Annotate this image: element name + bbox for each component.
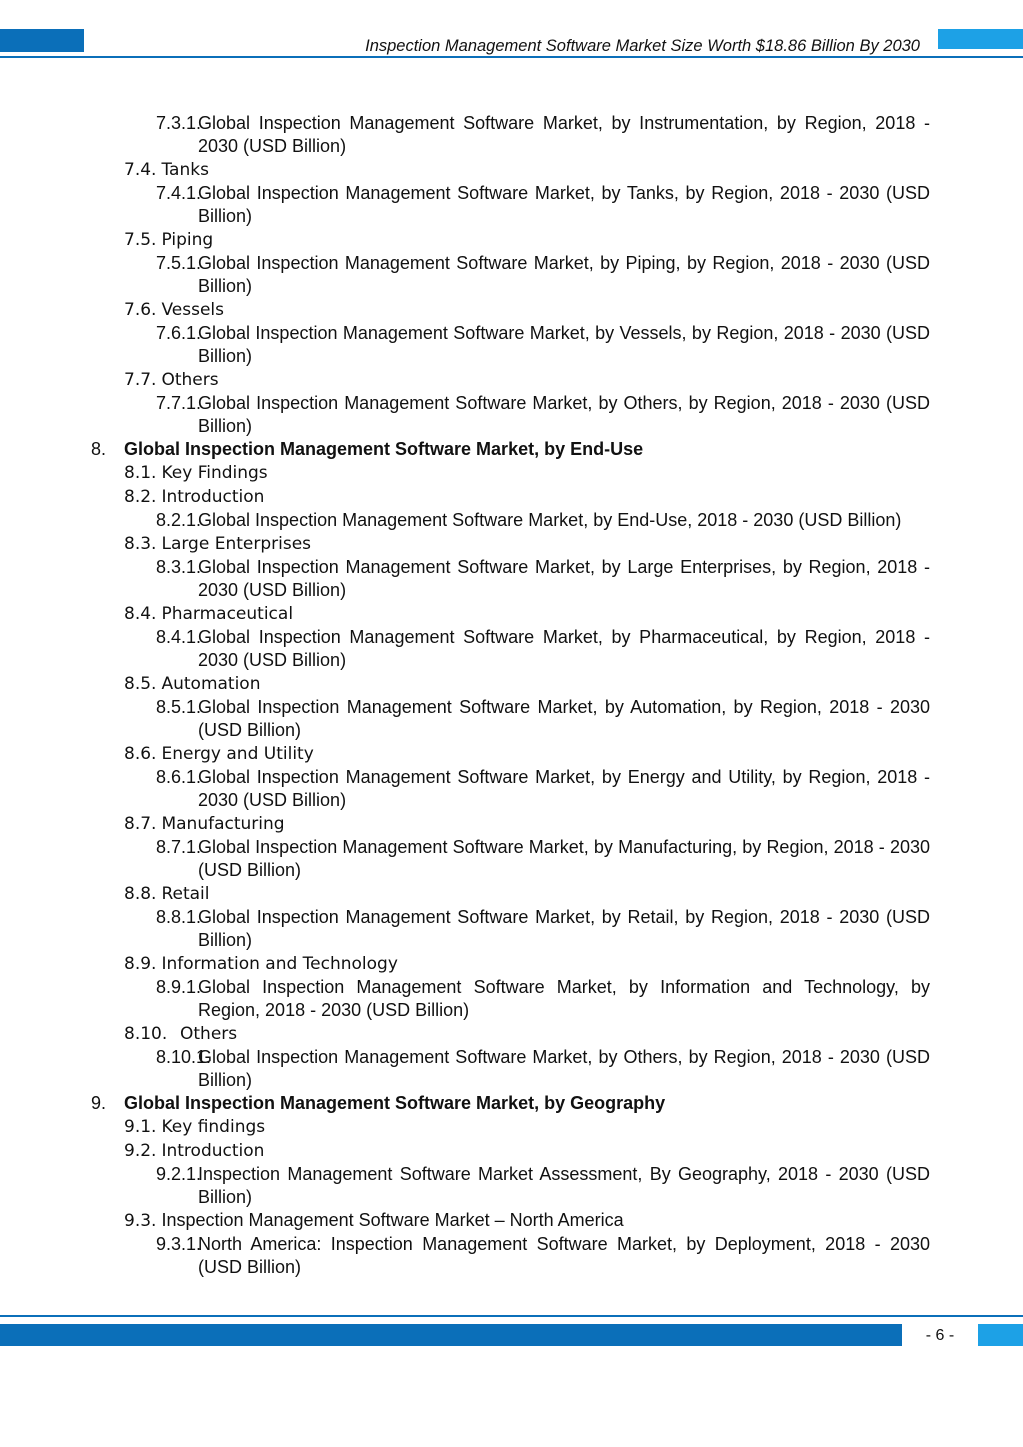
toc-entry — [0, 182, 1023, 228]
toc-entry-text: North America: Inspection Management Software Market, by Deployment, 2018 - 2030 (USD Billion) — [198, 1234, 930, 1277]
toc-entry-text: Retail — [161, 884, 210, 904]
toc-entry-text: Global Inspection Management Software Market, by Retail, by Region, 2018 - 2030 (USD Billion) — [198, 907, 930, 950]
toc-entry-number: 8.8.1. — [156, 907, 202, 927]
toc-entry-text: Global Inspection Management Software Market, by Tanks, by Region, 2018 - 2030 (USD Billion) — [198, 183, 930, 226]
toc-entry-number: 7.5.1. — [156, 253, 202, 273]
toc-entry-text: Key findings — [161, 1117, 266, 1137]
toc-entry-number: 8.3.1. — [156, 557, 202, 577]
toc-entry-number: 9.3.1. — [156, 1234, 202, 1254]
toc-entry — [0, 1209, 1023, 1233]
toc-entry-text: Global Inspection Management Software Market, by Large Enterprises, by Region, 2018 - 2030 (USD Billion) — [198, 557, 930, 600]
header-accent-left — [0, 29, 84, 52]
toc-entry-number: 8.5. — [124, 674, 157, 694]
toc-entry-number: 7.7.1. — [156, 393, 202, 413]
toc-entry-text: Global Inspection Management Software Market, by Energy and Utility, by Region, 2018 - 2030 (USD Billion) — [198, 767, 930, 810]
page-number: - 6 - — [925, 1327, 955, 1344]
header-title: Inspection Management Software Market Size Worth $18.86 Billion By 2030 — [365, 37, 920, 55]
toc-chapter-heading — [0, 1092, 1023, 1115]
toc-entry-text: Manufacturing — [161, 814, 285, 834]
toc-entry-number: 9.1. — [124, 1117, 157, 1137]
toc-entry-number: 9.2. — [124, 1141, 157, 1161]
toc-entry-number: 8.7. — [124, 814, 157, 834]
toc-entry — [0, 696, 1023, 742]
toc-entry — [0, 368, 1023, 392]
toc-entry — [0, 952, 1023, 976]
toc-entry — [0, 882, 1023, 906]
toc-entry-number: 8.2.1. — [156, 510, 202, 530]
toc-entry-text: Introduction — [161, 1141, 265, 1161]
toc-entry-text: Global Inspection Management Software Market, by Automation, by Region, 2018 - 2030 (USD Billion) — [198, 697, 930, 740]
toc-entry-number: 8.7.1. — [156, 837, 202, 857]
toc-entry-text: Global Inspection Management Software Market, by Information and Technology, by Region, 2018 - 2030 (USD Billion) — [198, 977, 930, 1020]
toc-entry-text: Others — [180, 1024, 238, 1044]
toc-entry — [0, 298, 1023, 322]
toc-entry — [0, 392, 1023, 438]
toc-entry-number: 7.6. — [124, 300, 157, 320]
toc-entry-number: 8.4.1. — [156, 627, 202, 647]
toc-entry-text: Global Inspection Management Software Market, by Pharmaceutical, by Region, 2018 - 2030 (USD Billion) — [198, 627, 930, 670]
toc-entry-text: Information and Technology — [161, 954, 398, 974]
toc-chapter-title: Global Inspection Management Software Market, by End-Use — [124, 439, 644, 459]
toc-entry — [0, 812, 1023, 836]
toc-entry-number: 8.5.1. — [156, 697, 202, 717]
toc-entry-text: Piping — [161, 230, 214, 250]
toc-entry-text: Large Enterprises — [161, 534, 312, 554]
toc-entry — [0, 672, 1023, 696]
toc-entry-number: 7.5. — [124, 230, 157, 250]
toc-entry — [0, 485, 1023, 509]
toc-entry-text: Inspection Management Software Market – North America — [161, 1210, 624, 1230]
toc-entry-number: 8.3. — [124, 534, 157, 554]
table-of-contents — [0, 112, 1023, 1279]
footer-accent-right — [978, 1324, 1023, 1346]
toc-chapter-heading — [0, 438, 1023, 461]
toc-entry-number: 8.10. — [124, 1024, 168, 1044]
toc-entry-text: Global Inspection Management Software Market, by Vessels, by Region, 2018 - 2030 (USD Billion) — [198, 323, 930, 366]
toc-entry-number: 7.6.1. — [156, 323, 202, 343]
toc-entry-number: 8.6. — [124, 744, 157, 764]
toc-entry-text: Global Inspection Management Software Market, by Others, by Region, 2018 - 2030 (USD Billion) — [198, 1047, 930, 1090]
toc-entry — [0, 906, 1023, 952]
toc-entry — [0, 766, 1023, 812]
toc-entry-number: 7.3.1. — [156, 113, 202, 133]
toc-entry-text: Energy and Utility — [161, 744, 314, 764]
toc-entry-number: 7.7. — [124, 370, 157, 390]
toc-entry-number: 9.3. — [124, 1211, 157, 1231]
toc-entry — [0, 742, 1023, 766]
toc-entry — [0, 1139, 1023, 1163]
toc-entry-number: 7.4.1. — [156, 183, 202, 203]
toc-entry-number: 7.4. — [124, 160, 157, 180]
toc-entry — [0, 1022, 1023, 1046]
toc-entry — [0, 228, 1023, 252]
toc-entry-number: 8.8. — [124, 884, 157, 904]
toc-entry-number: 8.6.1. — [156, 767, 202, 787]
toc-entry-number: 8.2. — [124, 487, 157, 507]
toc-entry-text: Key Findings — [161, 463, 268, 483]
footer-rule — [0, 1315, 1023, 1317]
toc-entry — [0, 626, 1023, 672]
toc-entry-text: Pharmaceutical — [161, 604, 294, 624]
toc-entry — [0, 1115, 1023, 1139]
toc-entry — [0, 1233, 1023, 1279]
header-accent-right — [938, 29, 1023, 49]
toc-entry-number: 8.9. — [124, 954, 157, 974]
toc-entry — [0, 602, 1023, 626]
toc-entry — [0, 112, 1023, 158]
toc-entry — [0, 976, 1023, 1022]
toc-entry — [0, 532, 1023, 556]
toc-entry-text: Tanks — [161, 160, 209, 180]
toc-entry-text: Automation — [161, 674, 261, 694]
toc-entry-text: Global Inspection Management Software Market, by Piping, by Region, 2018 - 2030 (USD Billion) — [198, 253, 930, 296]
toc-entry-text: Inspection Management Software Market Assessment, By Geography, 2018 - 2030 (USD Billion) — [198, 1164, 930, 1207]
toc-entry — [0, 252, 1023, 298]
toc-entry-text: Global Inspection Management Software Market, by Others, by Region, 2018 - 2030 (USD Billion) — [198, 393, 930, 436]
toc-entry-text: Others — [161, 370, 219, 390]
toc-entry — [0, 158, 1023, 182]
toc-entry — [0, 556, 1023, 602]
toc-entry — [0, 461, 1023, 485]
toc-entry-text: Global Inspection Management Software Market, by Manufacturing, by Region, 2018 - 2030 (USD Billion) — [198, 837, 930, 880]
toc-entry — [0, 322, 1023, 368]
toc-entry-text: Global Inspection Management Software Market, by Instrumentation, by Region, 2018 - 2030 (USD Billion) — [198, 113, 930, 156]
toc-entry-text: Introduction — [161, 487, 265, 507]
toc-entry-number: 9.2.1. — [156, 1164, 202, 1184]
footer-bar — [0, 1324, 902, 1346]
toc-entry — [0, 1163, 1023, 1209]
toc-entry-number: 8.9.1. — [156, 977, 202, 997]
header-rule — [0, 56, 1023, 58]
toc-chapter-title: Global Inspection Management Software Market, by Geography — [124, 1093, 666, 1113]
toc-entry — [0, 1046, 1023, 1092]
toc-entry-number: 8.4. — [124, 604, 157, 624]
toc-entry — [0, 509, 1023, 532]
toc-chapter-number: 8. — [91, 439, 107, 459]
toc-entry-number: 8.10.1. — [156, 1047, 212, 1067]
toc-entry — [0, 836, 1023, 882]
toc-entry-text: Global Inspection Management Software Market, by End-Use, 2018 - 2030 (USD Billion) — [198, 510, 902, 530]
toc-entry-text: Vessels — [161, 300, 224, 320]
toc-entry-number: 8.1. — [124, 463, 157, 483]
toc-chapter-number: 9. — [91, 1093, 107, 1113]
